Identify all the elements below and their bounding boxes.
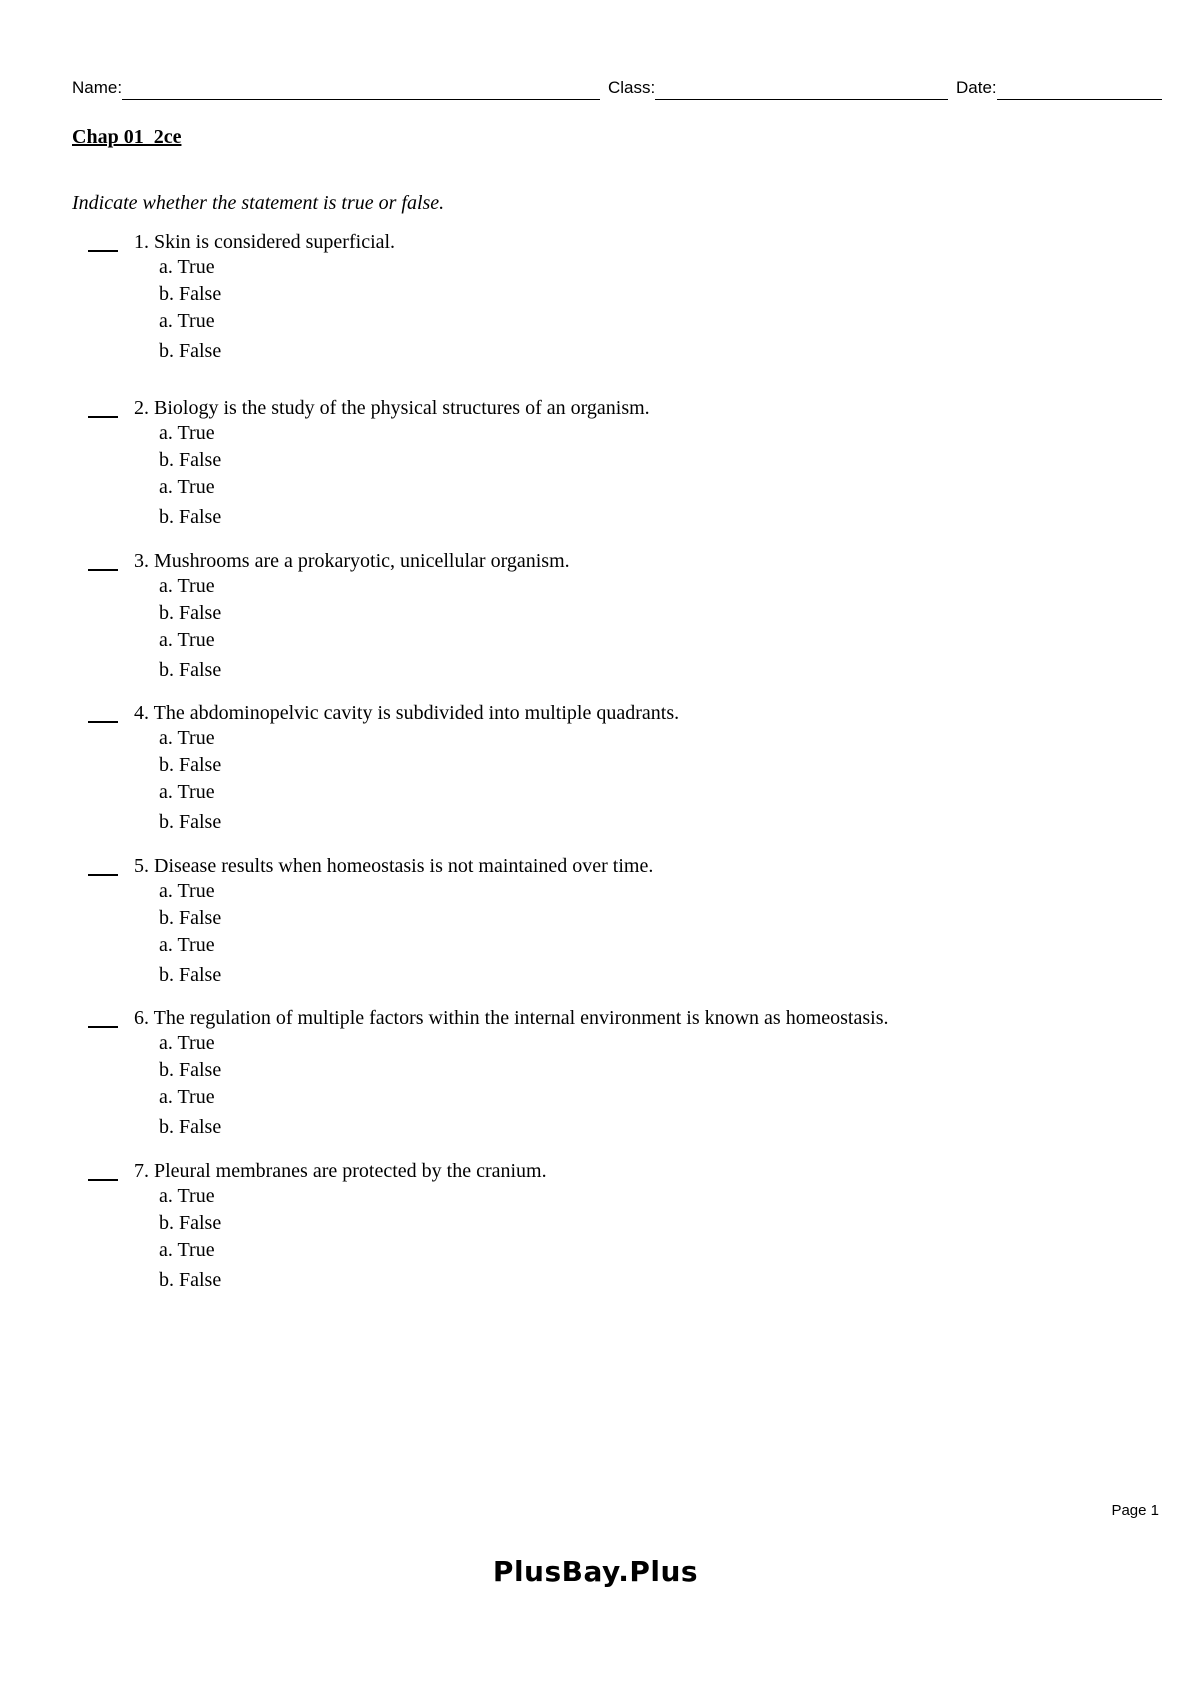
name-field: [72, 74, 600, 100]
option: b. False: [159, 1116, 222, 1138]
option: b. False: [159, 340, 222, 362]
question-text: 7. Pleural membranes are protected by the cranium.: [134, 1160, 547, 1182]
question-text: 6. The regulation of multiple factors within the internal environment is known as homeostasis.: [134, 1007, 889, 1029]
option-list: [159, 573, 1138, 685]
option-list: [159, 878, 1138, 990]
option: a. True: [159, 727, 215, 749]
option: a. True: [159, 629, 215, 651]
option: a. True: [159, 781, 215, 803]
option: b. False: [159, 907, 222, 929]
answer-blank: [88, 250, 118, 252]
instructions: Indicate whether the statement is true or false.: [72, 192, 445, 214]
question-1: [88, 228, 1138, 366]
option-list: [159, 420, 1138, 532]
class-field: [608, 74, 948, 100]
option: b. False: [159, 449, 222, 471]
header-row: [72, 74, 1162, 100]
chapter-title: Chap 01_2ce: [72, 126, 182, 148]
answer-blank: [88, 1179, 118, 1181]
option: b. False: [159, 659, 222, 681]
option: a. True: [159, 880, 215, 902]
footer-brand-watermark: PlusBay.Plus: [492, 1555, 699, 1588]
question-text: 2. Biology is the study of the physical structures of an organism.: [134, 397, 650, 419]
option: a. True: [159, 256, 215, 278]
class-blank-line: [655, 75, 948, 100]
question-5: [88, 852, 1138, 990]
option: a. True: [159, 310, 215, 332]
option: b. False: [159, 506, 222, 528]
question-text: 5. Disease results when homeostasis is not maintained over time.: [134, 855, 654, 877]
page-number: Page 1: [1111, 1502, 1159, 1519]
option: a. True: [159, 476, 215, 498]
answer-blank: [88, 721, 118, 723]
question-2: [88, 394, 1138, 532]
option: b. False: [159, 1059, 222, 1081]
question-7: [88, 1157, 1138, 1295]
name-blank-line: [122, 75, 600, 100]
question-text: 3. Mushrooms are a prokaryotic, unicellular organism.: [134, 550, 570, 572]
answer-blank: [88, 874, 118, 876]
date-blank-line: [997, 75, 1162, 100]
question-3: [88, 547, 1138, 685]
option-list: [159, 1183, 1138, 1295]
answer-blank: [88, 1026, 118, 1028]
question-4: [88, 699, 1138, 837]
option-list: [159, 725, 1138, 837]
option: a. True: [159, 1185, 215, 1207]
option: a. True: [159, 1239, 215, 1261]
date-label: Date:: [956, 78, 997, 97]
option: b. False: [159, 1212, 222, 1234]
answer-blank: [88, 569, 118, 571]
option: b. False: [159, 602, 222, 624]
class-label: Class:: [608, 78, 656, 97]
question-text: 1. Skin is considered superficial.: [134, 231, 396, 253]
option: b. False: [159, 1269, 222, 1291]
option-list: [159, 254, 1138, 366]
option: b. False: [159, 964, 222, 986]
option: a. True: [159, 1086, 215, 1108]
option: a. True: [159, 1032, 215, 1054]
option: a. True: [159, 575, 215, 597]
question-text: 4. The abdominopelvic cavity is subdivided into multiple quadrants.: [134, 702, 680, 724]
option: a. True: [159, 934, 215, 956]
name-label: Name:: [72, 78, 123, 97]
date-field: [956, 74, 1162, 100]
option-list: [159, 1030, 1138, 1142]
option: a. True: [159, 422, 215, 444]
option: b. False: [159, 754, 222, 776]
question-6: [88, 1004, 1138, 1142]
option: b. False: [159, 283, 222, 305]
option: b. False: [159, 811, 222, 833]
answer-blank: [88, 416, 118, 418]
